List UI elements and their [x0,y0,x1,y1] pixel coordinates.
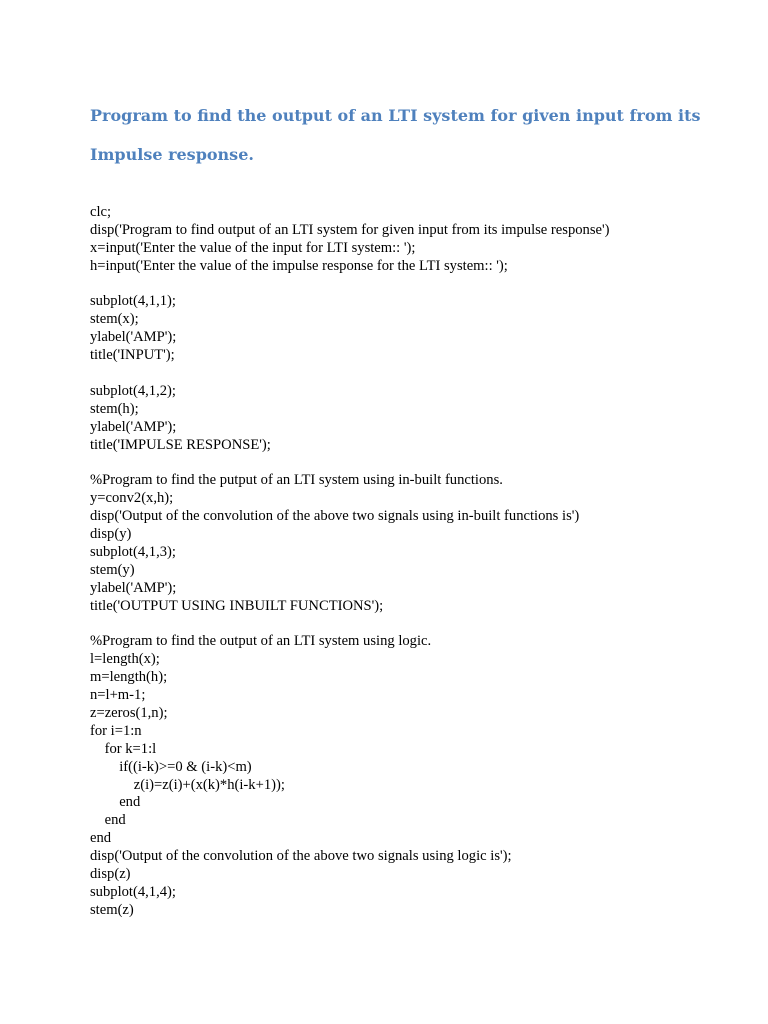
code-line: ylabel('AMP'); [90,579,177,596]
code-line [90,365,610,383]
code-line: end [90,794,141,811]
code-line: z=zeros(1,n); [90,704,168,721]
code-line [90,615,610,633]
document-heading-line-1: Program to find the output of an LTI system for given input from its [90,106,701,125]
code-line: h=input('Enter the value of the impulse response for the LTI system:: '); [90,257,508,274]
code-line: subplot(4,1,1); [90,293,176,310]
code-line: subplot(4,1,3); [90,543,176,560]
code-line [90,454,610,472]
code-line: l=length(x); [90,651,160,668]
code-block [90,204,610,920]
code-line: m=length(h); [90,669,168,686]
code-line: subplot(4,1,2); [90,382,176,399]
code-line: y=conv2(x,h); [90,490,174,507]
code-line: ylabel('AMP'); [90,329,177,346]
code-line: disp(y) [90,526,132,543]
code-line: title('IMPULSE RESPONSE'); [90,436,271,453]
code-line: end [90,812,126,829]
code-line: title('INPUT'); [90,347,175,364]
code-line: subplot(4,1,4); [90,883,176,900]
code-line: disp('Output of the convolution of the above two signals using logic is'); [90,848,512,865]
code-line: n=l+m-1; [90,687,146,704]
code-line: %Program to find the putput of an LTI system using in-built functions. [90,472,503,489]
code-line: %Program to find the output of an LTI system using logic. [90,633,432,650]
code-line: disp(z) [90,865,131,882]
code-line: z(i)=z(i)+(x(k)*h(i-k+1)); [90,776,285,793]
code-line: x=input('Enter the value of the input for LTI system:: '); [90,239,416,256]
document-heading-line-2: Impulse response. [90,145,254,164]
code-line: title('OUTPUT USING INBUILT FUNCTIONS'); [90,597,384,614]
code-line: stem(x); [90,311,139,328]
code-line: disp('Output of the convolution of the above two signals using in-built functions is') [90,508,580,525]
code-line: for i=1:n [90,722,142,739]
code-line: disp('Program to find output of an LTI system for given input from its impulse response') [90,221,610,238]
code-line: end [90,830,112,847]
code-line: if((i-k)>=0 & (i-k)<m) [90,758,252,775]
code-line: stem(z) [90,901,134,918]
code-line: stem(h); [90,400,139,417]
code-line [90,276,610,294]
code-line: for k=1:l [90,740,157,757]
code-line: stem(y) [90,561,135,578]
code-line: clc; [90,204,112,220]
code-line: ylabel('AMP'); [90,418,177,435]
